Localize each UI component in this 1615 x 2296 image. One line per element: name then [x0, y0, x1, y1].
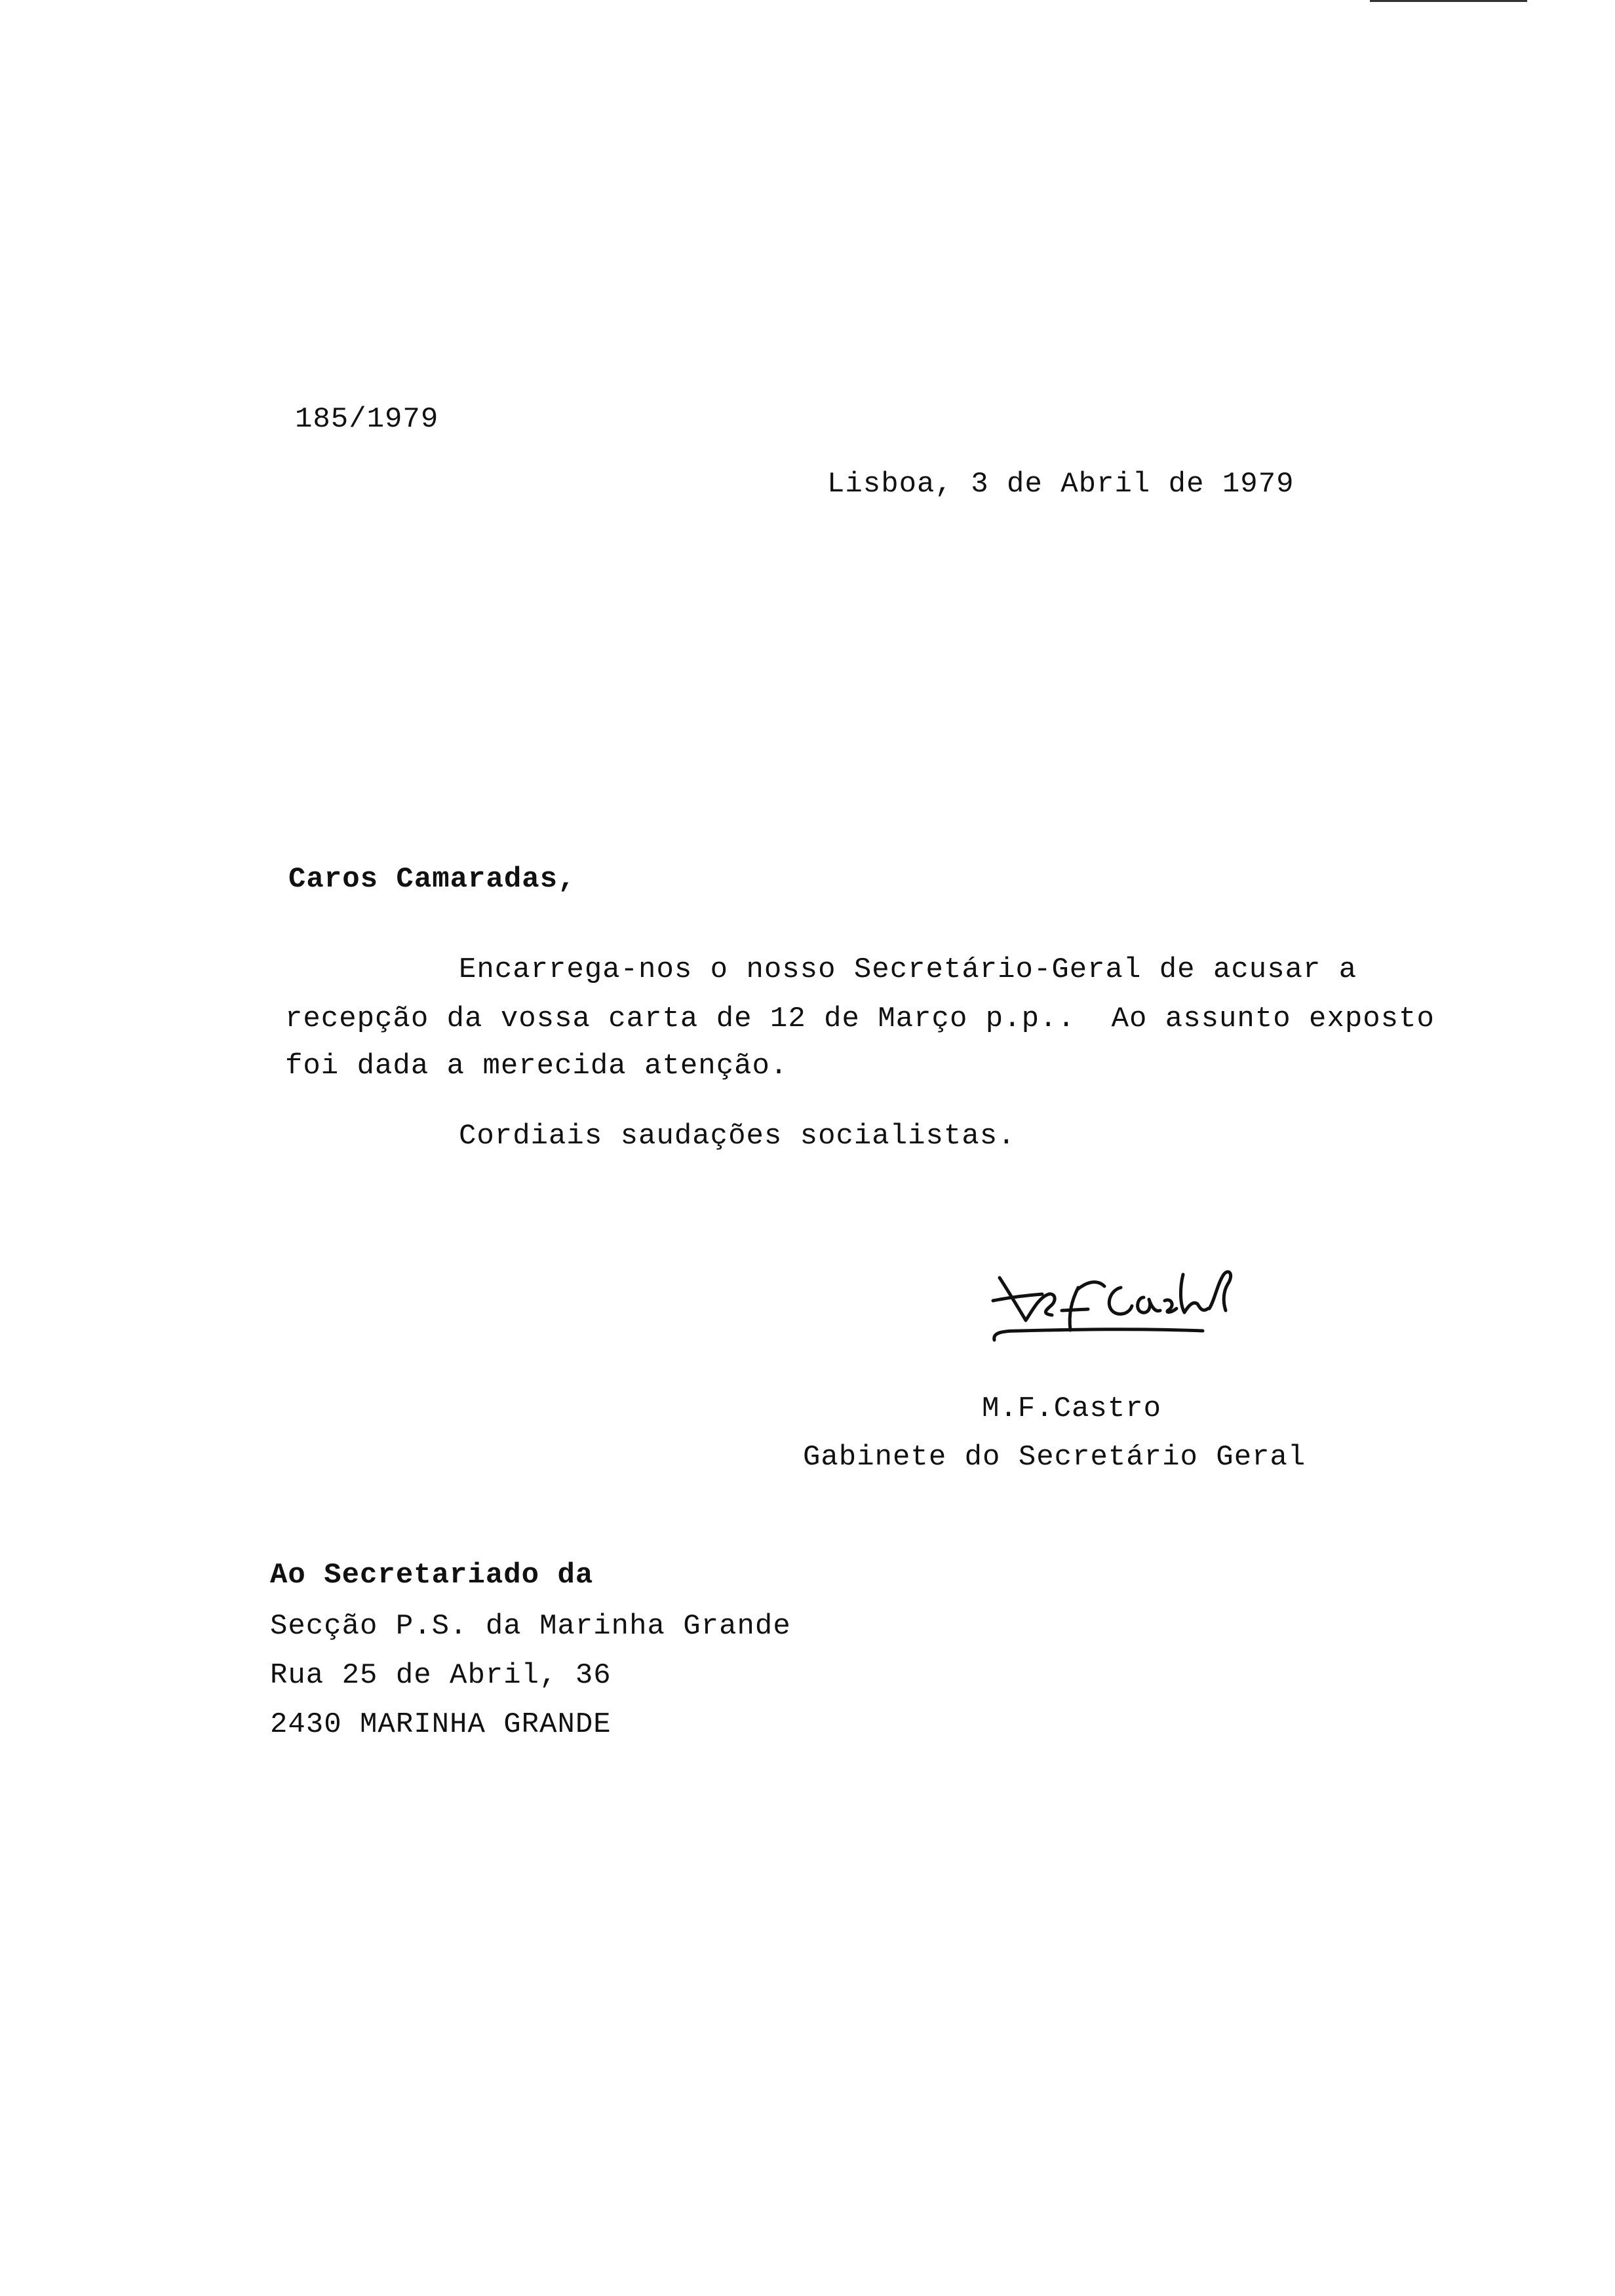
signatory-title: Gabinete do Secretário Geral: [803, 1441, 1306, 1474]
handwritten-signature: [980, 1248, 1255, 1353]
closing: Cordiais saudações socialistas.: [459, 1120, 1016, 1153]
addressee-line-1: Ao Secretariado da: [270, 1559, 594, 1592]
scan-edge-mark: [1370, 0, 1527, 2]
place-date: Lisboa, 3 de Abril de 1979: [827, 468, 1294, 501]
salutation: Caros Camaradas,: [288, 863, 576, 896]
addressee-line-3: Rua 25 de Abril, 36: [270, 1659, 612, 1692]
signatory-name: M.F.Castro: [982, 1392, 1162, 1425]
body-line-2: recepção da vossa carta de 12 de Março p.p.. Ao assunto exposto: [285, 1003, 1435, 1035]
body-line-1: Encarrega-nos o nosso Secretário-Geral de acusar a: [459, 953, 1357, 986]
addressee-line-4: 2430 MARINHA GRANDE: [270, 1708, 612, 1741]
addressee-line-2: Secção P.S. da Marinha Grande: [270, 1610, 791, 1643]
body-line-3: foi dada a merecida atenção.: [285, 1050, 788, 1082]
reference-number: 185/1979: [295, 403, 439, 436]
